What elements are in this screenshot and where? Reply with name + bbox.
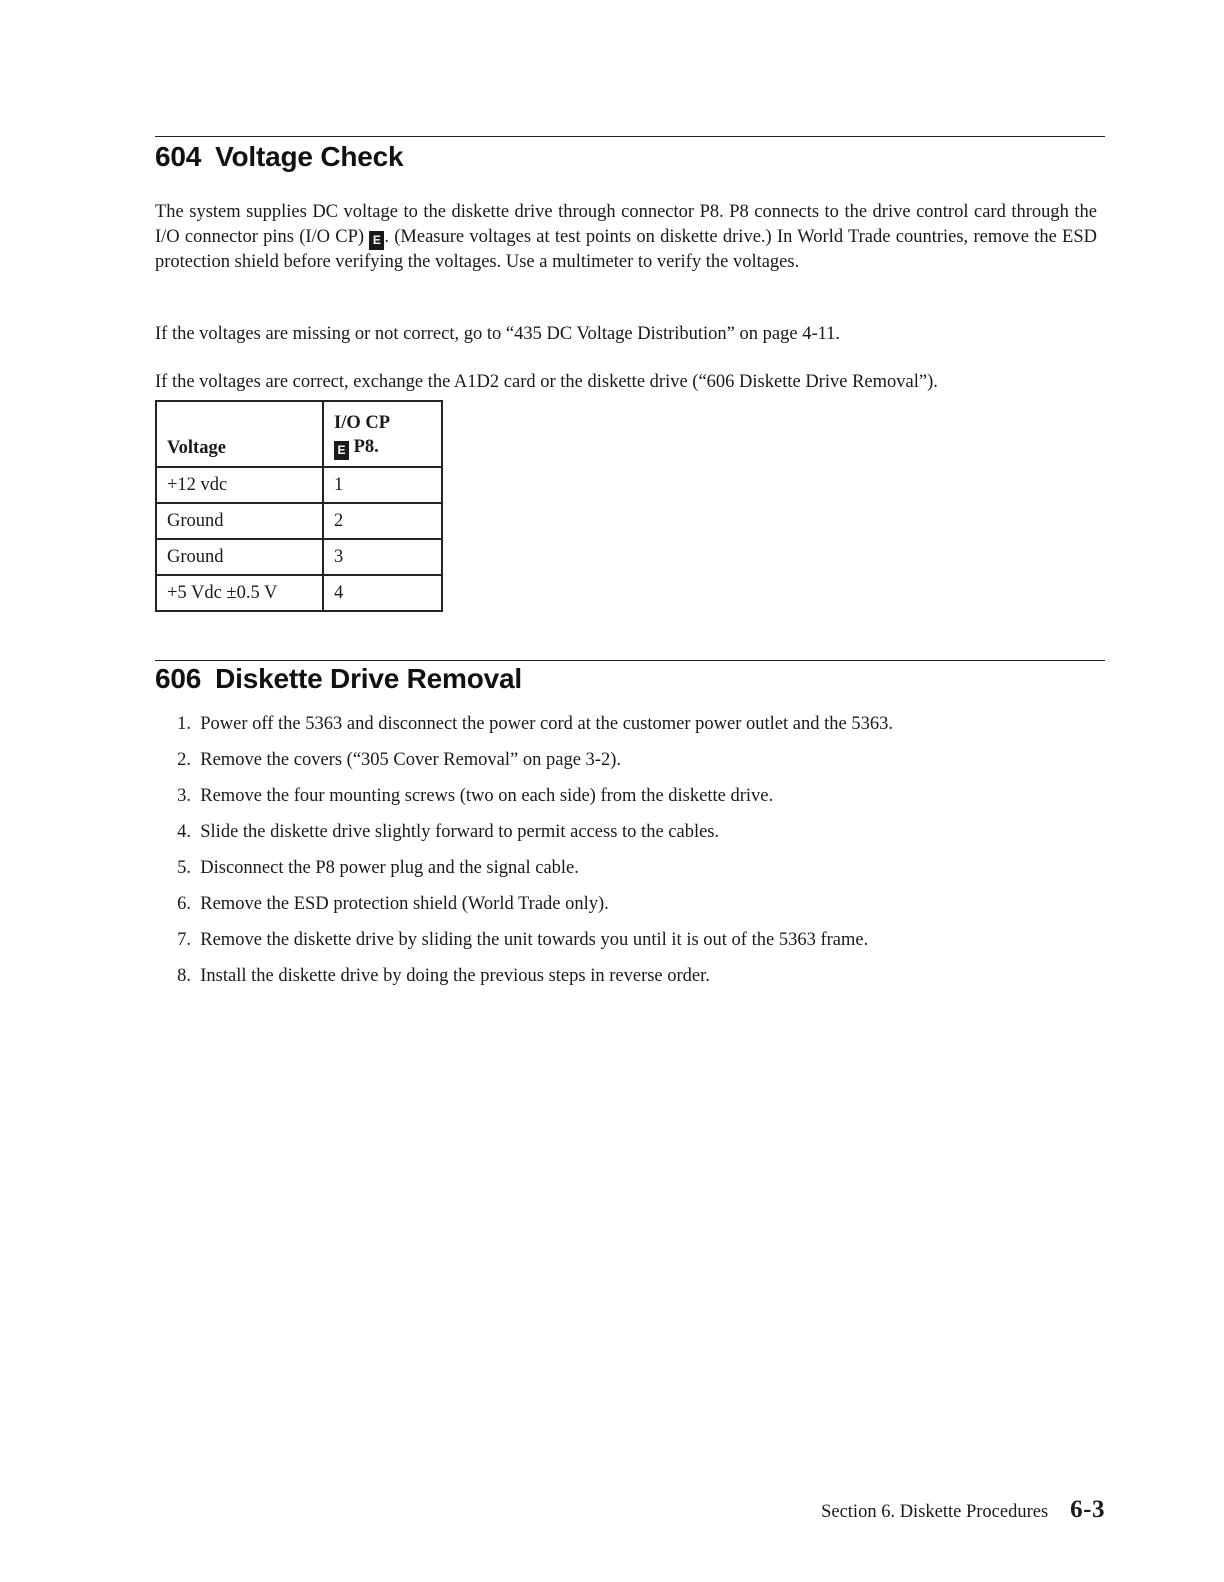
- footer-section-label: Section 6. Diskette Procedures: [821, 1502, 1049, 1522]
- intro-paragraph: [155, 200, 1097, 275]
- list-item: [155, 782, 893, 818]
- step-number: 3.: [177, 786, 191, 806]
- voltages-missing-paragraph: If the voltages are missing or not correct, go to “435 DC Voltage Distribution” on page 4-11.: [155, 324, 841, 344]
- callout-e-icon: E: [369, 231, 384, 250]
- header-voltage: Voltage: [156, 401, 323, 467]
- list-item: [155, 818, 893, 854]
- table-row: [156, 575, 442, 611]
- cell-voltage: +12 vdc: [156, 467, 323, 503]
- list-item: [155, 710, 893, 746]
- section-number: 604: [155, 141, 202, 172]
- cell-pin: 1: [323, 467, 442, 503]
- step-text: Power off the 5363 and disconnect the power cord at the customer power outlet and the 5363.: [200, 714, 893, 734]
- page-number: 6-3: [1070, 1496, 1105, 1523]
- voltages-correct-paragraph: If the voltages are correct, exchange the A1D2 card or the diskette drive (“606 Diskette Drive Removal”).: [155, 372, 938, 392]
- step-text: Remove the ESD protection shield (World Trade only).: [200, 894, 609, 914]
- cell-pin: 2: [323, 503, 442, 539]
- cell-voltage: +5 Vdc ±0.5 V: [156, 575, 323, 611]
- header-io-line2: P8.: [353, 437, 379, 457]
- step-text: Slide the diskette drive slightly forward to permit access to the cables.: [200, 822, 720, 842]
- table-header-row: [156, 401, 442, 467]
- step-text: Install the diskette drive by doing the previous steps in reverse order.: [200, 966, 710, 986]
- intro-text-part1: The system supplies DC voltage to the diskette drive through connector P8. P8 connects to the drive control card through the I/O connector pins (I/O CP): [155, 202, 1097, 247]
- section-title-text: Diskette Drive Removal: [215, 663, 522, 694]
- list-item: [155, 854, 893, 890]
- step-number: 2.: [177, 750, 191, 770]
- removal-steps-list: [155, 710, 893, 998]
- list-item: [155, 890, 893, 926]
- step-number: 4.: [177, 822, 191, 842]
- list-item: [155, 746, 893, 782]
- callout-e-icon: E: [334, 441, 349, 460]
- list-item: [155, 926, 893, 962]
- voltage-table: [155, 400, 443, 612]
- section-606-header: [155, 660, 1105, 695]
- table-row: [156, 467, 442, 503]
- page-footer: [821, 1496, 1105, 1524]
- table-row: [156, 503, 442, 539]
- section-rule: [155, 136, 1105, 137]
- step-number: 1.: [177, 714, 191, 734]
- step-number: 7.: [177, 930, 191, 950]
- section-number: 606: [155, 663, 202, 694]
- step-text: Disconnect the P8 power plug and the signal cable.: [200, 858, 579, 878]
- cell-voltage: Ground: [156, 503, 323, 539]
- cell-pin: 3: [323, 539, 442, 575]
- section-title-text: Voltage Check: [215, 141, 404, 172]
- step-text: Remove the diskette drive by sliding the unit towards you until it is out of the 5363 frame.: [200, 930, 869, 950]
- step-number: 5.: [177, 858, 191, 878]
- section-title: [155, 663, 1105, 695]
- cell-voltage: Ground: [156, 539, 323, 575]
- section-rule: [155, 660, 1105, 661]
- cell-pin: 4: [323, 575, 442, 611]
- step-text: Remove the covers (“305 Cover Removal” on page 3-2).: [200, 750, 621, 770]
- header-io-line1: I/O CP: [334, 413, 391, 433]
- list-item: [155, 962, 893, 998]
- section-604-header: [155, 136, 1105, 173]
- header-io-cp: [323, 401, 442, 467]
- intro-text-part2: . (Measure voltages at test points on diskette drive.) In World Trade countries, remove the ESD protection shield before verifying the voltages. Use a multimeter to verify the voltages.: [155, 227, 1097, 272]
- step-text: Remove the four mounting screws (two on each side) from the diskette drive.: [200, 786, 774, 806]
- table-row: [156, 539, 442, 575]
- step-number: 6.: [177, 894, 191, 914]
- section-title: [155, 141, 1105, 173]
- step-number: 8.: [177, 966, 191, 986]
